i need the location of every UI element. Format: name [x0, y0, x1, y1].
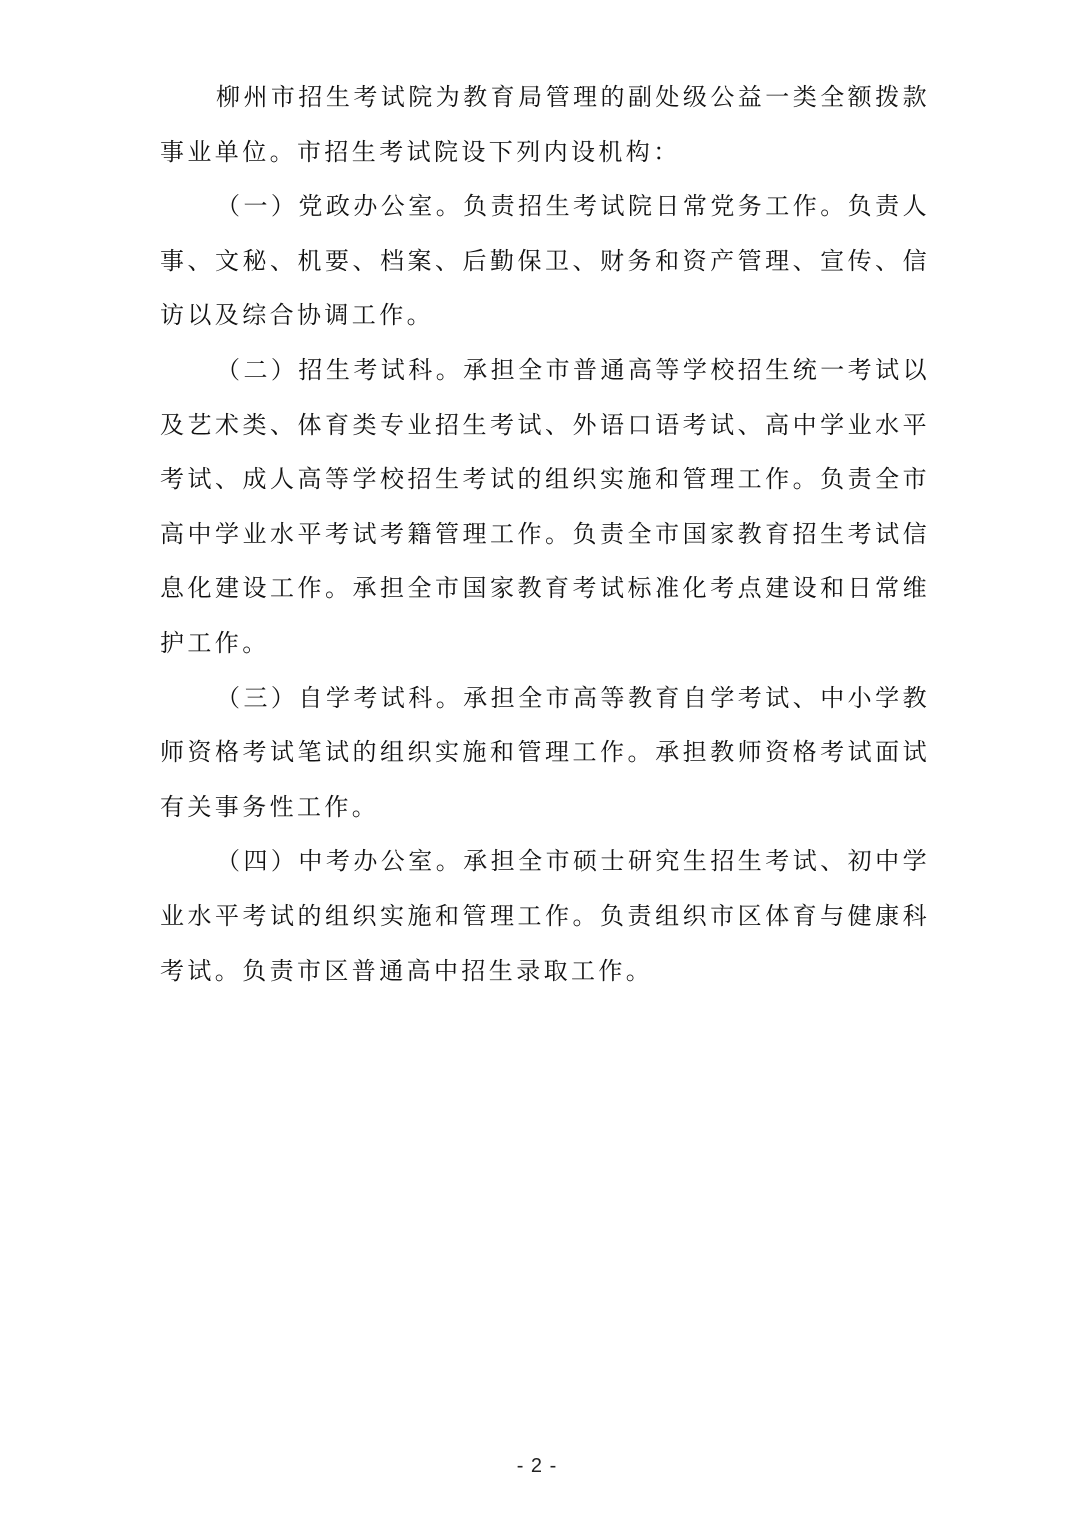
- paragraph-intro: 柳州市招生考试院为教育局管理的副处级公益一类全额拨款事业单位。市招生考试院设下列内设机构：: [160, 83, 930, 166]
- paragraph-self-study-exam-section: （三）自学考试科。承担全市高等教育自学考试、中小学教师资格考试笔试的组织实施和管理工作。承担教师资格考试面试有关事务性工作。: [160, 683, 930, 821]
- page-number: - 2 -: [516, 1455, 558, 1477]
- paragraph-party-office: （一）党政办公室。负责招生考试院日常党务工作。负责人事、文秘、机要、档案、后勤保卫、财务和资产管理、宣传、信访以及综合协调工作。: [160, 192, 930, 330]
- document-body: [160, 70, 930, 998]
- paragraph-admission-exam-section: （二）招生考试科。承担全市普通高等学校招生统一考试以及艺术类、体育类专业招生考试、外语口语考试、高中学业水平考试、成人高等学校招生考试的组织实施和管理工作。负责全市高中学业水平考试考籍管理工作。负责全市国家教育招生考试信息化建设工作。承担全市国家教育考试标准化考点建设和日常维护工作。: [160, 355, 930, 657]
- paragraph-high-school-entrance-office: （四）中考办公室。承担全市硕士研究生招生考试、初中学业水平考试的组织实施和管理工作。负责组织市区体育与健康科考试。负责市区普通高中招生录取工作。: [160, 847, 930, 985]
